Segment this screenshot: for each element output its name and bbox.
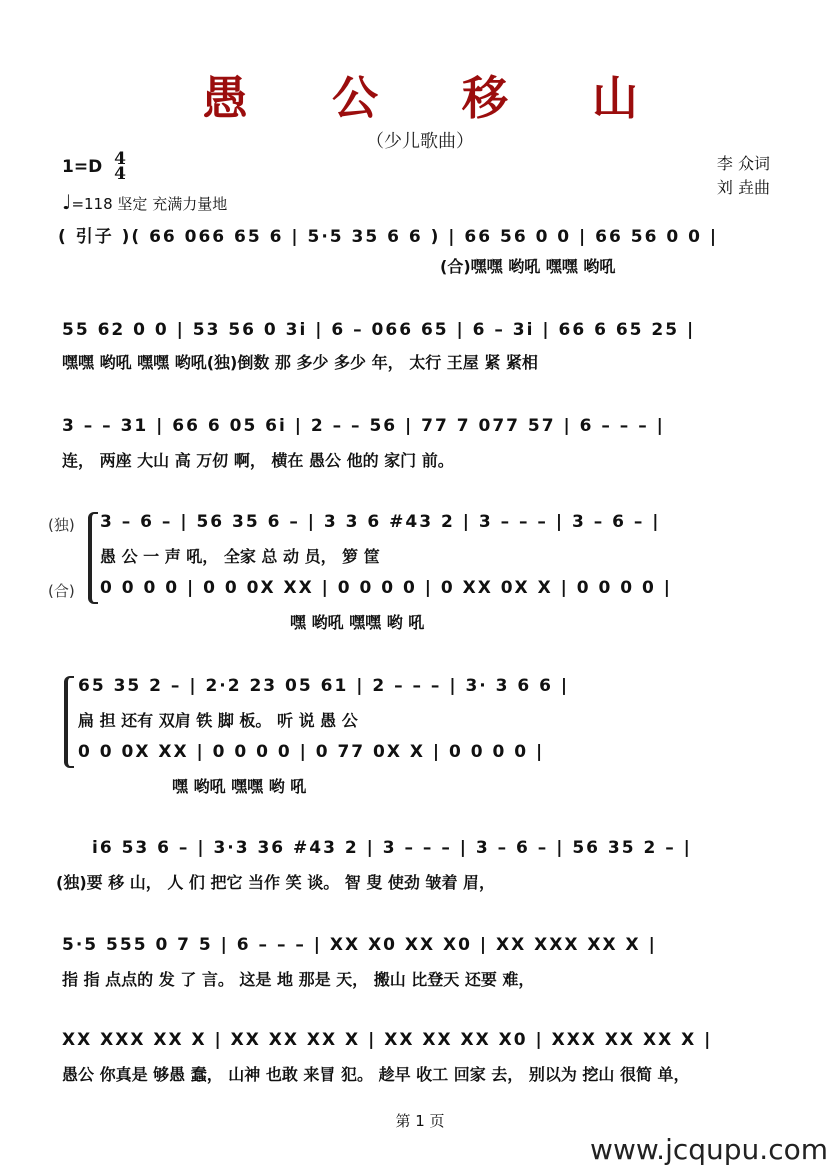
lyrics-row: 嘿嘿 哟吼 嘿嘿 哟吼(独)倒数 那 多少 多少 年， 太行 王屋 紧 紧相	[62, 353, 538, 372]
key-label: 1=D	[62, 157, 103, 177]
time-top: 4	[114, 149, 126, 169]
page-number: 第 1 页	[395, 1112, 445, 1130]
credits	[717, 152, 770, 200]
chorus-notation-row: 0 0 0 0 | 0 0 0X XX | 0 0 0 0 | 0 XX 0X X | 0 0 0 0 |	[100, 578, 672, 598]
lyrics-row: 连， 两座 大山 高 万仞 啊， 横在 愚公 他的 家门 前。	[62, 451, 454, 470]
watermark: www.jcqupu.com	[590, 1133, 828, 1166]
key-signature	[62, 149, 126, 184]
system-bracket	[64, 676, 74, 768]
lyrics-row: 指 指 点点的 发 了 言。 这是 地 那是 天， 搬山 比登天 还要 难，	[62, 970, 535, 989]
lyrics-row: (独)要 移 山， 人 们 把它 当作 笑 谈。 智 叟 使劲 皱着 眉，	[56, 873, 496, 892]
lyrics-row: (合)嘿嘿 哟吼 嘿嘿 哟吼	[440, 257, 616, 276]
notation-row: 3 – – 31 | 66 6 05 6i | 2 – – 56 | 77 7 077 57 | 6 – – – |	[62, 416, 665, 436]
composer: 刘 垚曲	[716, 178, 770, 197]
solo-notation-row: 65 35 2 – | 2·2 23 05 61 | 2 – – – | 3· 3 6 6 |	[78, 676, 570, 696]
quarter-note-icon: ♩	[62, 190, 72, 214]
tempo-value: =118	[71, 195, 113, 213]
notation-row: 55 62 0 0 | 53 56 0 3i | 6 – 066 65 | 6 – 3i | 66 6 65 25 |	[62, 320, 696, 340]
solo-lyrics-row: 扁 担 还有 双肩 铁 脚 板。 听 说 愚 公	[78, 711, 358, 730]
notation-row: i6 53 6 – | 3·3 36 #43 2 | 3 – – – | 3 – 6 – | 56 35 2 – |	[92, 838, 692, 858]
song-title: 愚 公 移 山	[201, 71, 673, 125]
notation-row: 5·5 555 0 7 5 | 6 – – – | XX X0 XX X0 | XX XXX XX X |	[62, 935, 657, 955]
time-signature	[114, 149, 126, 184]
chorus-notation-row: 0 0 0X XX | 0 0 0 0 | 0 77 0X X | 0 0 0 0 |	[78, 742, 545, 762]
time-bottom: 4	[114, 164, 126, 184]
expression-text: 坚定 充满力量地	[117, 195, 228, 213]
solo-part-label: (独)	[48, 516, 75, 534]
notation-row: ( 引子 )( 66 066 65 6 | 5·5 35 6 6 ) | 66 56 0 0 | 66 56 0 0 |	[58, 227, 719, 247]
tempo-marking	[62, 190, 227, 214]
solo-notation-row: 3 – 6 – | 56 35 6 – | 3 3 6 #43 2 | 3 – – – | 3 – 6 – |	[100, 512, 661, 532]
solo-lyrics-row: 愚 公 一 声 吼， 全家 总 动 员， 箩 筐	[100, 547, 380, 566]
notation-row: XX XXX XX X | XX XX XX X | XX XX XX X0 | XXX XX XX X |	[62, 1030, 713, 1050]
system-bracket	[88, 512, 98, 604]
chorus-lyrics-row: 嘿 哟吼 嘿嘿 哟 吼	[172, 777, 307, 796]
chorus-lyrics-row: 嘿 哟吼 嘿嘿 哟 吼	[290, 613, 425, 632]
chorus-part-label: (合)	[48, 582, 75, 600]
lyrics-row: 愚公 你真是 够愚 蠢， 山神 也敢 来冒 犯。 趁早 收工 回家 去， 别以为 挖山 很简 单，	[62, 1065, 690, 1084]
song-subtitle: （少儿歌曲）	[366, 131, 474, 152]
lyricist: 李 众词	[716, 154, 770, 173]
